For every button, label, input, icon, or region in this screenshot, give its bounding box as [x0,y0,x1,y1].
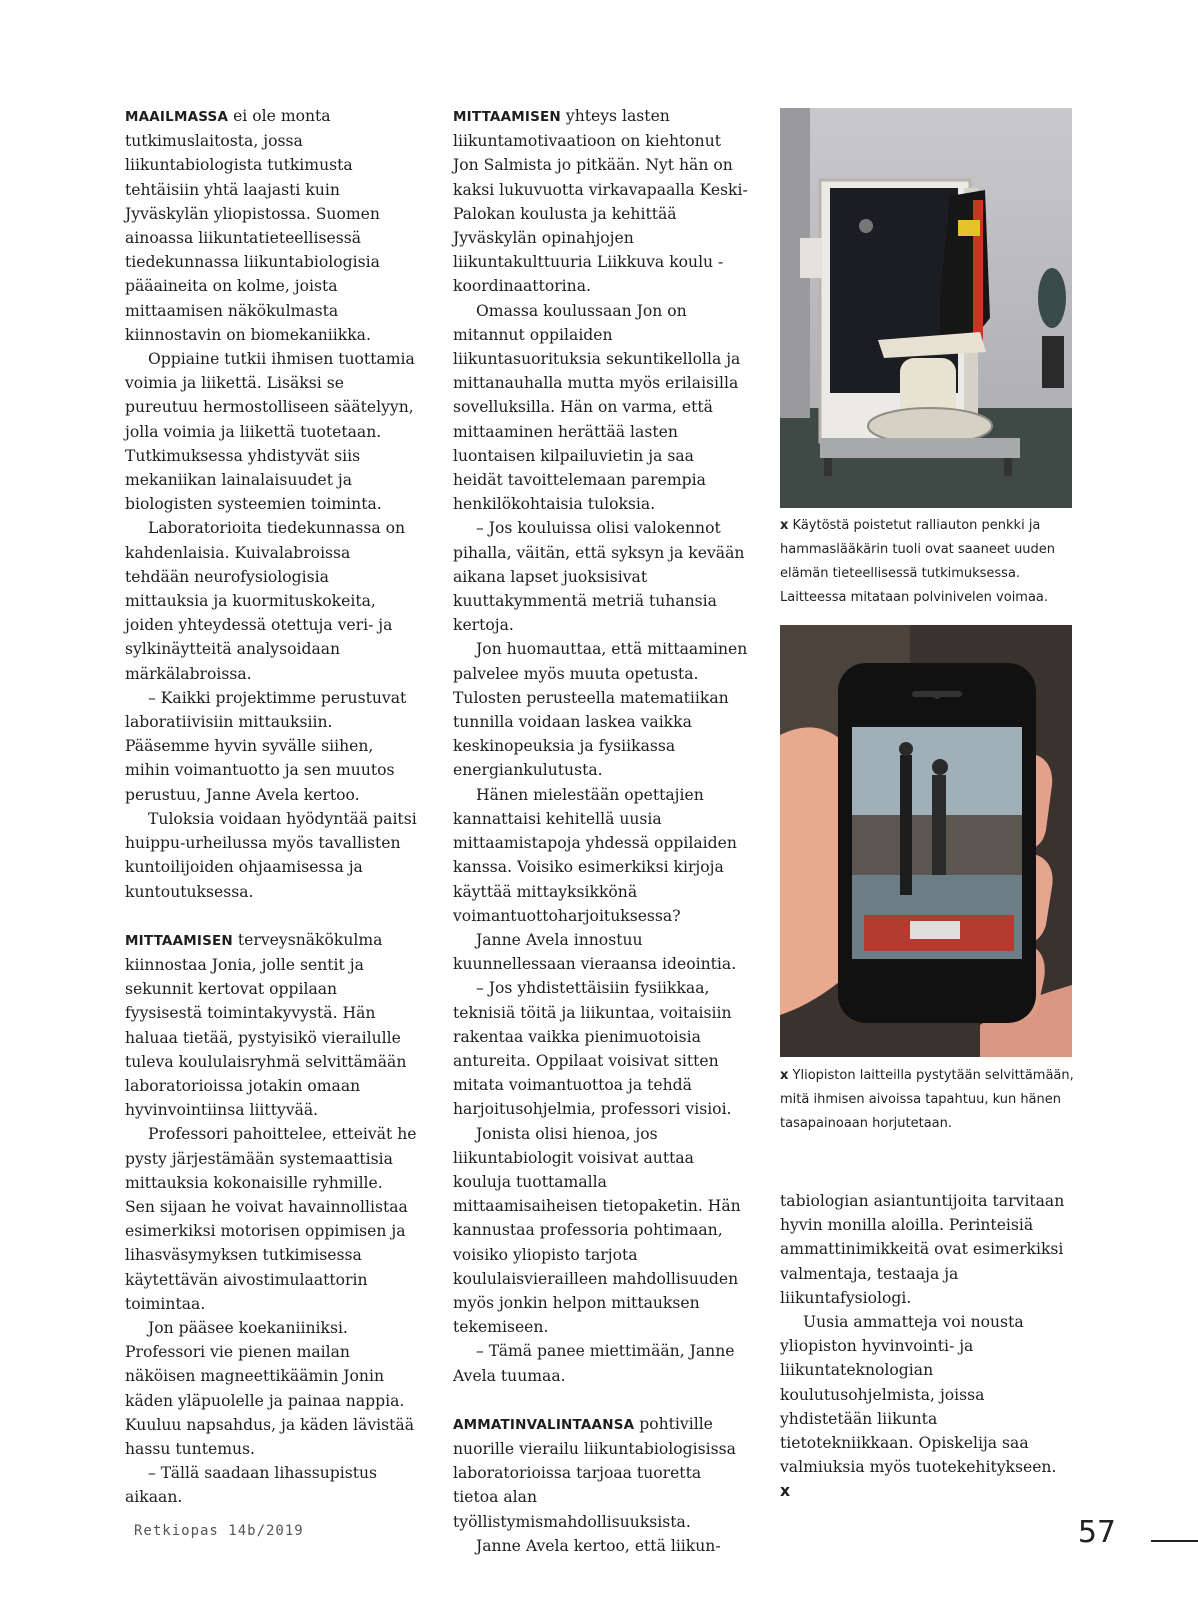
phone-photo [780,625,1072,1057]
lead-word: AMMATINVALINTAANSA [453,1416,635,1433]
paragraph: – Tämä panee miettimään, Janne Avela tuumaa. [453,1342,735,1385]
paragraph: – Kaikki projektimme perustuvat laboratiivisiin mittauksiin. Pääsemme hyvin syvälle siihen, mihin voimantuotto ja sen muutos perustuu, Janne Avela kertoo. [125,688,407,804]
paragraph: Jon huomauttaa, että mittaaminen palvelee myös muuta opetusta. Tulosten perusteella matematiikan tunnilla voidaan laskea vaikka keskinopeuksia ja fysiikassa energiankulutusta. [453,640,748,780]
photo-caption: x Yliopiston laitteilla pystytään selvittämään, mitä ihmisen aivoissa tapahtuu, kun hänen tasapainoaan horjutetaan. [780,1068,1074,1131]
paragraph: Jon pääsee koekaniiniksi. Professori vie pienen mailan näköisen magneettikäämin Jonin käden yläpuolelle ja painaa nappia. Kuuluu napsahdus, ja käden lävistää hassu tuntemus. [125,1318,415,1458]
paragraph: MAAILMASSA ei ole monta tutkimuslaitosta, jossa liikuntabiologista tutkimusta tehtäisiin yhtä laajasti kuin Jyväskylän yliopistossa. Suomen ainoassa liikuntatieteellisessä tiedekunnassa liikuntabiologisia pääaineita on kolme, joista mittaamisen näkökulmasta kiinnostavin on biomekaniikka. [125,107,380,344]
paragraph: AMMATINVALINTAANSA pohtiville nuorille vierailu liikuntabiologisissa laboratorioissa tarjoaa tuoretta tietoa alan työllistymismahdollisuuksista. [453,1414,736,1531]
paragraph: Janne Avela innostuu kuunnellessaan vieraansa ideointia. [453,930,737,974]
paragraph: Laboratorioita tiedekunnassa on kahdenlaisia. Kuivalabroissa tehdään neurofysiologisia mittauksia ja kuormituskokeita, joiden yhteydessä otettuja veri- ja sylkinäytteitä analysoidaan märkälabroissa. [125,519,406,683]
paragraph: MITTAAMISEN yhteys lasten liikuntamotivaatioon on kiehtonut Jon Salmista jo pitkään. Nyt hän on kaksi lukuvuotta virkavapaalla Keski-Palokan koulusta ja kehittää Jyväskylän opinahjojen liikuntakulttuuria Liikkuva koulu -koordinaattorina. [453,107,748,296]
article-column-1 [125,104,417,1510]
caption-marker: x [780,1068,789,1083]
lab-chair-photo [780,108,1072,508]
lead-word: MITTAAMISEN [125,932,233,949]
article-column-3 [780,1189,1070,1504]
paragraph: Tuloksia voidaan hyödyntää paitsi huippu-urheilussa myös tavallisten kuntoilijoiden ohjaamisessa ja kuntoutuksessa. [125,809,417,901]
paragraph: – Jos yhdistettäisiin fysiikkaa, teknisiä töitä ja liikuntaa, voitaisiin rakentaa vaikka pienimuotoisia antureita. Oppilaat voisivat sitten mitata voimantuottoa ja tehdä harjoitusohjelmia, professori visioi. [453,979,732,1119]
end-mark: x [780,1482,791,1501]
paragraph: tabiologian asiantuntijoita tarvitaan hyvin monilla aloilla. Perinteisiä ammattinimikkeitä ovat esimerkiksi valmentaja, testaaja ja liikuntafysiologi. [780,1192,1065,1307]
page-number: 57 [1077,1515,1116,1550]
paragraph: Hänen mielestään opettajien kannattaisi kehitellä uusia mittaamistapoja yhdessä oppilaiden kanssa. Voisiko esimerkiksi kirjoja käyttää mittayksikkönä voimantuottoharjoituksessa? [453,785,737,925]
lead-word: MITTAAMISEN [453,109,561,125]
paragraph: Oppiaine tutkii ihmisen tuottamia voimia ja liikettä. Lisäksi se pureutuu hermostolliseen säätelyyn, jolla voimia ja liikettä tuotetaan. Tutkimuksessa yhdistyvät siis mekaniikan lainalaisuudet ja biologisten systeemien toiminta. [125,350,415,514]
article-column-2 [453,104,748,1558]
paragraph: Uusia ammatteja voi nousta yliopiston hyvinvointi- ja liikuntateknologian koulutusohjelmista, joissa yhdistetään liikunta tietotekniikkaan. Opiskelija saa valmiuksia myös tuotekehitykseen. x [780,1313,1057,1501]
photo-caption: x Käytöstä poistetut ralliauton penkki ja hammaslääkärin tuoli ovat saaneet uuden elämän tieteellisessä tutkimuksessa. Laitteessa mitataan polvinivelen voimaa. [780,518,1056,605]
paragraph: Jonista olisi hienoa, jos liikuntabiologit voisivat auttaa kouluja tuottamalla mittaamisaiheisen tietopaketin. Hän kannustaa professoria pohtimaan, voisiko yliopisto tarjota koululaisvierailleen mahdollisuuden myös jonkin helpon mittauksen tekemiseen. [453,1124,741,1337]
paragraph: Omassa koulussaan Jon on mitannut oppilaiden liikuntasuorituksia sekuntikellolla ja mittanauhalla mutta myös erilaisilla sovelluksilla. Hän on varma, että mittaaminen herättää lasten luontaisen kilpailuvietin ja saa heidät tavoittelemaan parempia henkilökohtaisia tuloksia. [453,301,741,514]
paragraph: Professori pahoittelee, etteivät he pysty järjestämään systemaattisia mittauksia kokonaisille ryhmille. Sen sijaan he voivat havainnollistaa esimerkiksi motorisen oppimisen ja lihasväsymyksen tutkimisessa käytettävän aivostimulaattorin toimintaa. [125,1125,417,1313]
paragraph: Janne Avela kertoo, että liikun- [476,1536,721,1555]
phone-in-hand-illustration [780,625,1072,1057]
page-number-rule [1151,1540,1198,1542]
lab-chair-illustration [780,108,1072,508]
paragraph: MITTAAMISEN terveysnäkökulma kiinnostaa Jonia, jolle sentit ja sekunnit kertovat oppilaan fyysisestä toimintakyvystä. Hän haluaa tietää, pystyisikö vierailulle tuleva koululaisryhmä selvittämään laboratorioissa jotakin omaan hyvinvointiinsa liittyvää. [125,930,407,1120]
paragraph: – Jos kouluissa olisi valokennot pihalla, väitän, että syksyn ja kevään aikana lapset juoksisivat kuuttakymmentä metriä tuhansia kertoja. [453,519,745,635]
caption-marker: x [780,518,789,533]
lead-word: MAAILMASSA [125,109,229,125]
paragraph: – Tällä saadaan lihassupistus aikaan. [125,1464,378,1507]
publication-footer: Retkiopas 14b/2019 [134,1523,304,1539]
